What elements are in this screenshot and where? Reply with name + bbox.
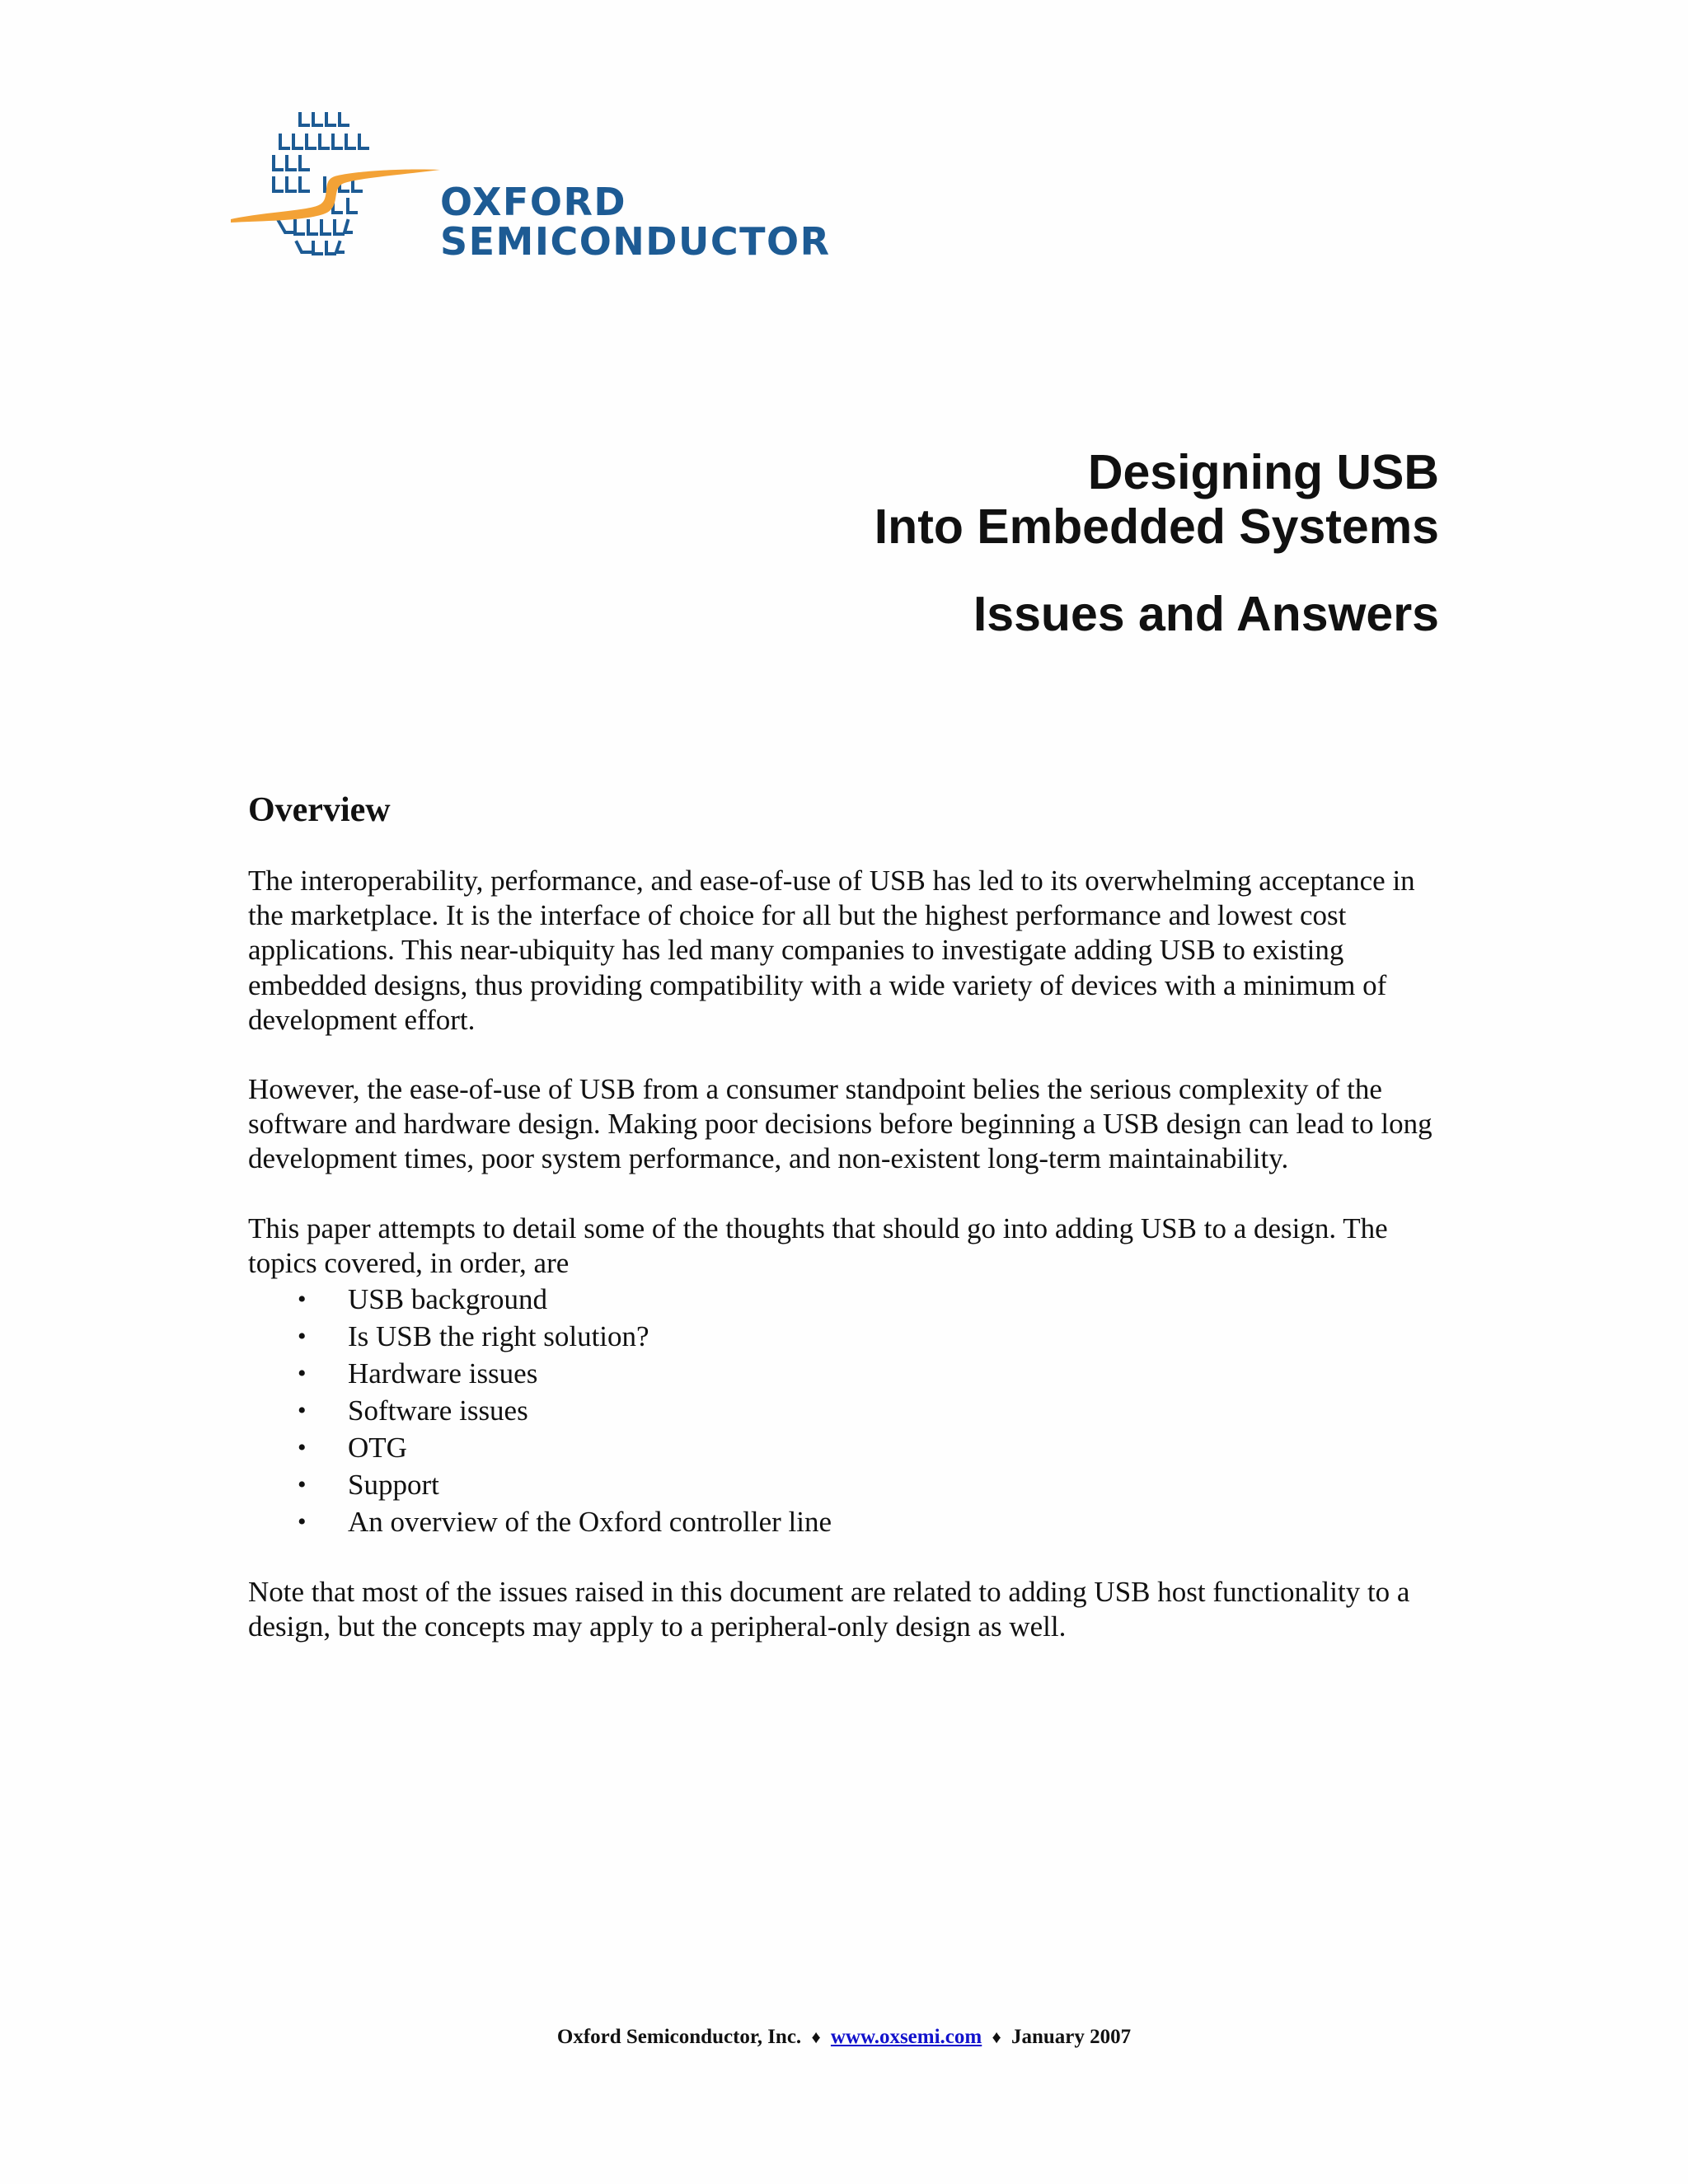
logo-line-2: SEMICONDUCTOR xyxy=(440,219,831,264)
company-logo xyxy=(227,105,831,279)
title-subtitle: Issues and Answers xyxy=(973,587,1439,641)
topics-list xyxy=(248,1281,1451,1540)
bullet-icon: • xyxy=(298,1360,307,1388)
bullet-icon: • xyxy=(298,1508,307,1536)
list-item: • Support xyxy=(248,1466,1451,1503)
diamond-separator-icon: ♦ xyxy=(992,2027,1001,2047)
list-item: • Is USB the right solution? xyxy=(248,1318,1451,1355)
logo-wordmark xyxy=(440,180,831,264)
paragraph-1: The interoperability, performance, and ease-of-use of USB has led to its overwhelming acceptance in the marketplace. It is the interface of choice for all but the highest performance and lowest cost applications. This near-ubiquity has led many companies to investigate adding USB to existing embedded designs, thus providing compatibility with a wide variety of devices with a minimum of development effort. xyxy=(248,865,1415,1036)
bullet-icon: • xyxy=(298,1323,307,1351)
list-item: • OTG xyxy=(248,1429,1451,1466)
title-line-1: Designing USB xyxy=(1087,445,1439,499)
logo-line-1: OXFORD xyxy=(440,180,627,224)
paragraph-4: Note that most of the issues raised in this document are related to adding USB host functionality to a design, but the concepts may apply to a peripheral-only design as well. xyxy=(248,1576,1410,1643)
footer-company: Oxford Semiconductor, Inc. xyxy=(556,2026,802,2048)
list-item: • An overview of the Oxford controller line xyxy=(248,1503,1451,1540)
document-title xyxy=(874,445,1439,641)
title-line-2: Into Embedded Systems xyxy=(874,499,1439,554)
bullet-icon: • xyxy=(298,1286,307,1314)
paragraph-3: This paper attempts to detail some of the thoughts that should go into adding USB to a design. The topics covered, in order, are xyxy=(248,1212,1388,1279)
overview-section xyxy=(248,790,1451,1679)
footer-website-link[interactable]: www.oxsemi.com xyxy=(830,2026,982,2048)
list-item: • USB background xyxy=(248,1281,1451,1318)
list-item: • Software issues xyxy=(248,1392,1451,1429)
diamond-separator-icon: ♦ xyxy=(811,2027,821,2047)
paragraph-2: However, the ease-of-use of USB from a consumer standpoint belies the serious complexity of the software and hardware design. Making poor decisions before beginning a USB design can lead to long development times, poor system performance, and non-existent long-term maintainability. xyxy=(248,1073,1432,1175)
section-heading: Overview xyxy=(248,791,391,829)
bullet-icon: • xyxy=(298,1471,307,1499)
bullet-icon: • xyxy=(298,1434,307,1462)
list-item: • Hardware issues xyxy=(248,1355,1451,1392)
page-footer xyxy=(0,2024,1688,2050)
logo-globe-icon xyxy=(227,105,442,270)
footer-date: January 2007 xyxy=(1010,2026,1132,2048)
bullet-icon: • xyxy=(298,1397,307,1425)
